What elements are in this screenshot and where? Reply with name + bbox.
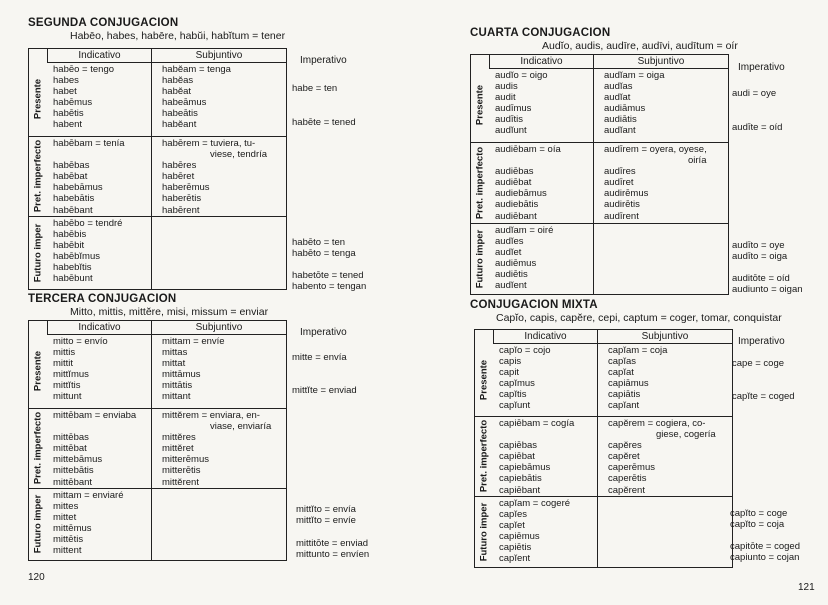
imperativo-presente-plural: mittĭte = enviad <box>292 385 357 396</box>
section-subtitle: Mitto, mittis, mittĕre, misi, missum = enviar <box>70 306 269 318</box>
imperativo-futuro-plural: capitōte = coged capiunto = cojan <box>730 541 800 564</box>
page-number: 120 <box>28 572 45 583</box>
subjuntivo-header: Subjuntivo <box>593 55 728 69</box>
imperativo-presente: cape = coge <box>732 358 785 369</box>
tense-label-pret-imperfecto: Pret. imperfecto <box>29 136 47 217</box>
indicativo-header: Indicativo <box>47 49 151 63</box>
tense-label-presente: Presente <box>29 62 47 137</box>
tense-label-presente: Presente <box>471 68 489 143</box>
table-row-presente <box>47 62 286 137</box>
imperativo-header: Imperativo <box>300 327 347 338</box>
imperativo-presente-plural: capĭte = coged <box>732 391 795 402</box>
imperativo-futuro: audīto = oye audīto = oiga <box>732 240 788 263</box>
indicativo-cell: audĭam = oiré audĭes audĭet audiēmus audiētis audĭent <box>495 225 554 292</box>
subjuntivo-cell: mittam = envíe mittas mittat mittāmus mittātis mittant <box>151 334 286 408</box>
section-mixta-heading <box>470 299 782 324</box>
indicativo-cell: capĭam = cogeré capĭes capĭet capiēmus capiētis capĭent <box>499 498 571 565</box>
subjuntivo-cell-empty <box>593 223 728 294</box>
section-subtitle: Audĭo, audis, audīre, audīvi, audītum = oír <box>542 40 738 52</box>
subjuntivo-cell: audĭam = oiga audĭas audĭat audiāmus audiātis audĭant <box>593 68 728 142</box>
tense-label-futuro-imper: Futuro imper <box>474 229 486 288</box>
imperativo-presente: habe = ten <box>292 83 338 94</box>
subjuntivo-cell: habĕam = tenga habĕas habĕat habeāmus habeātis habĕant <box>151 62 286 136</box>
imperativo-futuro-plural: mittitōte = enviad mittunto = envíen <box>296 538 370 561</box>
table-row-futuro-imper <box>493 496 732 567</box>
section-tercera-heading <box>28 293 268 318</box>
imperativo-presente-plural: habēte = tened <box>292 117 356 128</box>
section-subtitle: Capĭo, capis, capĕre, cepi, captum = coger, tomar, conquistar <box>496 312 782 324</box>
tense-label-pret-imperfecto: Pret. imperfecto <box>471 142 489 224</box>
section-cuarta-heading <box>470 27 738 52</box>
conjugation-table-segunda <box>28 48 287 290</box>
indicativo-header: Indicativo <box>489 55 593 69</box>
page-number: 121 <box>798 582 815 593</box>
imperativo-header: Imperativo <box>738 336 785 347</box>
tense-label-futuro-imper: Futuro imper <box>32 223 44 282</box>
tense-label-presente: Presente <box>475 343 493 417</box>
imperativo-presente: audi = oye <box>732 88 777 99</box>
imperativo-header: Imperativo <box>300 55 347 66</box>
table-row-presente <box>493 343 732 417</box>
indicativo-header: Indicativo <box>493 330 597 344</box>
conjugation-table-cuarta <box>470 54 729 295</box>
table-row-pret-imperfecto <box>47 136 286 217</box>
subjuntivo-cell-empty <box>151 488 286 560</box>
tense-label-pret-imperfecto: Pret. imperfecto <box>29 408 47 489</box>
indicativo-cell: mittam = enviaré mittes mittet mittēmus mittētis mittent <box>53 490 124 557</box>
right-page <box>414 0 828 605</box>
subjuntivo-cell: audīrem = oyera, oyese, oiría audīres audīret audirēmus audirētis audīrent <box>593 142 728 223</box>
indicativo-cell: mitto = envío mittis mittit mittĭmus mittĭtis mittunt <box>53 336 108 403</box>
indicativo-cell: audiēbam = oía audiēbas audiēbat audiebāmus audiebātis audiēbant <box>495 144 561 222</box>
table-row-futuro-imper <box>47 488 286 560</box>
subjuntivo-header: Subjuntivo <box>597 330 732 344</box>
section-subtitle: Habēo, habes, habēre, habŭi, habĭtum = tener <box>70 30 286 42</box>
subjuntivo-header: Subjuntivo <box>151 49 286 63</box>
indicativo-cell: audĭo = oigo audis audit audīmus audītis audĭunt <box>495 70 548 137</box>
table-row-futuro-imper <box>47 216 286 289</box>
section-title: CONJUGACION MIXTA <box>470 299 598 311</box>
imperativo-presente-plural: audīte = oíd <box>732 122 783 133</box>
indicativo-cell: capĭo = cojo capis capit capĭmus capĭtis capĭunt <box>499 345 551 412</box>
section-title: SEGUNDA CONJUGACION <box>28 17 179 29</box>
indicativo-cell: habēbam = tenía habēbas habēbat habebāmus habebātis habēbant <box>53 138 125 216</box>
section-title: CUARTA CONJUGACION <box>470 27 611 39</box>
indicativo-cell: capiēbam = cogía capiēbas capiēbat capiebāmus capiebātis capiēbant <box>499 418 575 496</box>
imperativo-futuro: capĭto = coge capĭto = coja <box>730 508 788 531</box>
table-row-presente <box>47 334 286 409</box>
tense-label-futuro-imper: Futuro imper <box>32 494 44 554</box>
subjuntivo-cell: habērem = tuviera, tu- viese, tendría habēres habēret haberēmus haberētis habērent <box>151 136 286 216</box>
table-row-pret-imperfecto <box>493 416 732 497</box>
indicativo-cell: habēbo = tendré habēbis habēbit habēbĭmus habebĭtis habēbunt <box>53 218 123 285</box>
imperativo-futuro: habēto = ten habēto = tenga <box>292 237 356 260</box>
subjuntivo-cell: capĕrem = cogiera, co- giese, cogería capĕres capĕret caperēmus caperētis capĕrent <box>597 416 732 496</box>
indicativo-cell: mittēbam = enviaba mittēbas mittēbat mittebāmus mittebātis mittēbant <box>53 410 137 488</box>
conjugation-table-tercera <box>28 320 287 561</box>
tense-label-futuro-imper: Futuro imper <box>478 502 490 561</box>
subjuntivo-cell-empty <box>151 216 286 289</box>
imperativo-presente: mitte = envía <box>292 352 347 363</box>
table-row-presente <box>489 68 728 143</box>
subjuntivo-cell: capĭam = coja capĭas capĭat capiāmus capiātis capĭant <box>597 343 732 416</box>
tense-label-presente: Presente <box>29 334 47 409</box>
subjuntivo-cell: mittĕrem = enviara, en- viase, enviaría mittĕres mittĕret mitterēmus mitterētis mittĕrent <box>151 408 286 488</box>
imperativo-header: Imperativo <box>738 62 785 73</box>
indicativo-cell: habēo = tengo habes habet habēmus habētis habent <box>53 64 115 131</box>
indicativo-header: Indicativo <box>47 321 151 335</box>
imperativo-futuro-plural: habetōte = tened habento = tengan <box>292 270 367 293</box>
table-row-futuro-imper <box>489 223 728 294</box>
table-row-pret-imperfecto <box>47 408 286 489</box>
section-title: TERCERA CONJUGACION <box>28 293 177 305</box>
imperativo-futuro: mittĭto = envía mittĭto = envíe <box>296 504 356 527</box>
subjuntivo-cell-empty <box>597 496 732 567</box>
subjuntivo-header: Subjuntivo <box>151 321 286 335</box>
imperativo-futuro-plural: auditōte = oíd audiunto = oigan <box>732 273 803 296</box>
conjugation-table-mixta <box>474 329 733 568</box>
section-segunda-heading <box>28 17 285 42</box>
tense-label-pret-imperfecto: Pret. imperfecto <box>475 416 493 497</box>
table-row-pret-imperfecto <box>489 142 728 224</box>
